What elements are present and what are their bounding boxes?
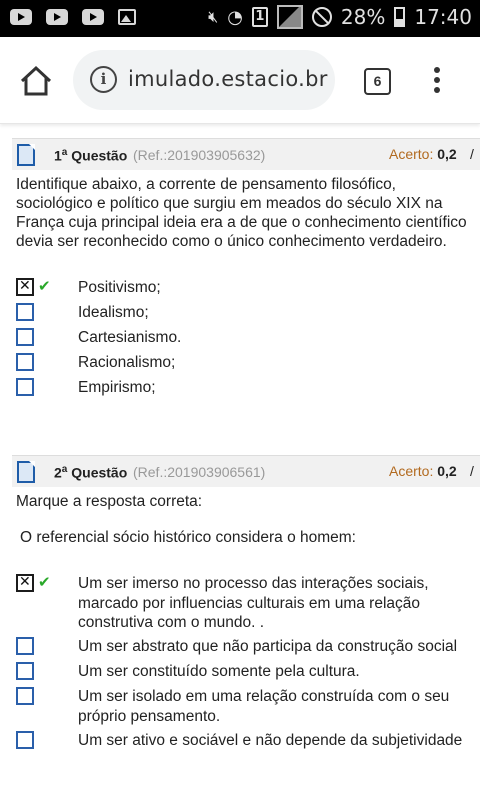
- home-icon: [18, 63, 54, 99]
- document-icon: [17, 144, 35, 166]
- question-statement: O referencial sócio histórico considera o homem:: [20, 529, 356, 546]
- question-title: 2$^a$ Questão: [54, 464, 128, 481]
- no-signal-icon: [312, 7, 332, 27]
- youtube-icon: [82, 9, 104, 25]
- youtube-icon: [46, 9, 68, 25]
- checkbox[interactable]: [16, 637, 34, 655]
- answer-option[interactable]: Um ser abstrato que não participa da construção social: [16, 636, 480, 658]
- browser-toolbar: [0, 37, 480, 124]
- battery-percent: 28%: [340, 5, 386, 29]
- menu-dot-icon: [434, 87, 440, 93]
- menu-dot-icon: [434, 67, 440, 73]
- answer-option[interactable]: Idealismo;: [16, 302, 480, 324]
- correct-check-icon: ✔: [38, 277, 51, 295]
- url-text[interactable]: imulado.estacio.br: [128, 67, 328, 91]
- checkbox[interactable]: [16, 378, 34, 396]
- question-header: [12, 138, 480, 170]
- answer-option[interactable]: Racionalismo;: [16, 352, 480, 374]
- answer-option[interactable]: ✕ ✔ Um ser imerso no processo das interações sociais, marcado por influencias culturais em uma relação construtiva com o mundo. .: [16, 573, 480, 633]
- battery-icon: [394, 7, 405, 27]
- sim-icon: 1: [252, 7, 268, 27]
- youtube-icon: [10, 9, 32, 25]
- answer-option[interactable]: Um ser ativo e sociável e não depende da subjetividade: [16, 730, 480, 752]
- answer-option[interactable]: Cartesianismo.: [16, 327, 480, 349]
- checkbox[interactable]: [16, 328, 34, 346]
- correct-check-icon: ✔: [38, 573, 51, 591]
- question-text: Identifique abaixo, a corrente de pensamento filosófico, sociológico e político que surgiu em meados do século XIX na França cuja principal ideia era a de que o conhecimento científico devia ser reconhecido como o único conhecimento verdadeiro.: [16, 176, 467, 250]
- checkbox-checked[interactable]: [16, 574, 34, 592]
- question-instruction: Marque a resposta correta:: [16, 493, 203, 510]
- question-ref: (Ref.:201903906561): [133, 464, 266, 480]
- checkbox[interactable]: [16, 662, 34, 680]
- answer-option[interactable]: Um ser isolado em uma relação construída com o seu próprio pensamento.: [16, 686, 480, 726]
- info-icon[interactable]: i: [90, 66, 117, 93]
- question-score: Acerto: 0,2: [389, 146, 457, 162]
- score-slash: /: [470, 146, 474, 162]
- tab-switcher-button[interactable]: 6: [364, 68, 391, 95]
- checkbox[interactable]: [16, 687, 34, 705]
- question-title: 1$^a$ Questão: [54, 147, 128, 164]
- wifi-icon: ◔: [227, 6, 243, 28]
- checkbox[interactable]: [16, 731, 34, 749]
- home-button[interactable]: [18, 63, 54, 99]
- checkbox-checked[interactable]: [16, 278, 34, 296]
- image-icon: [118, 9, 136, 25]
- answer-option[interactable]: Empirismo;: [16, 377, 480, 399]
- checkbox[interactable]: [16, 353, 34, 371]
- status-bar: [0, 0, 480, 37]
- menu-dot-icon: [434, 77, 440, 83]
- answer-option[interactable]: Um ser constituído somente pela cultura.: [16, 661, 480, 683]
- question-score: Acerto: 0,2: [389, 463, 457, 479]
- signal-icon: [277, 5, 303, 29]
- checkbox[interactable]: [16, 303, 34, 321]
- answer-option[interactable]: ✕ ✔ Positivismo;: [16, 277, 480, 299]
- mute-icon: 🔇︎: [208, 7, 219, 26]
- document-icon: [17, 461, 35, 483]
- score-slash: /: [470, 463, 474, 479]
- question-ref: (Ref.:201903905632): [133, 147, 266, 163]
- address-bar[interactable]: [73, 50, 335, 110]
- clock: 17:40: [414, 5, 472, 29]
- question-header: [12, 455, 480, 487]
- overflow-menu-button[interactable]: [432, 67, 442, 97]
